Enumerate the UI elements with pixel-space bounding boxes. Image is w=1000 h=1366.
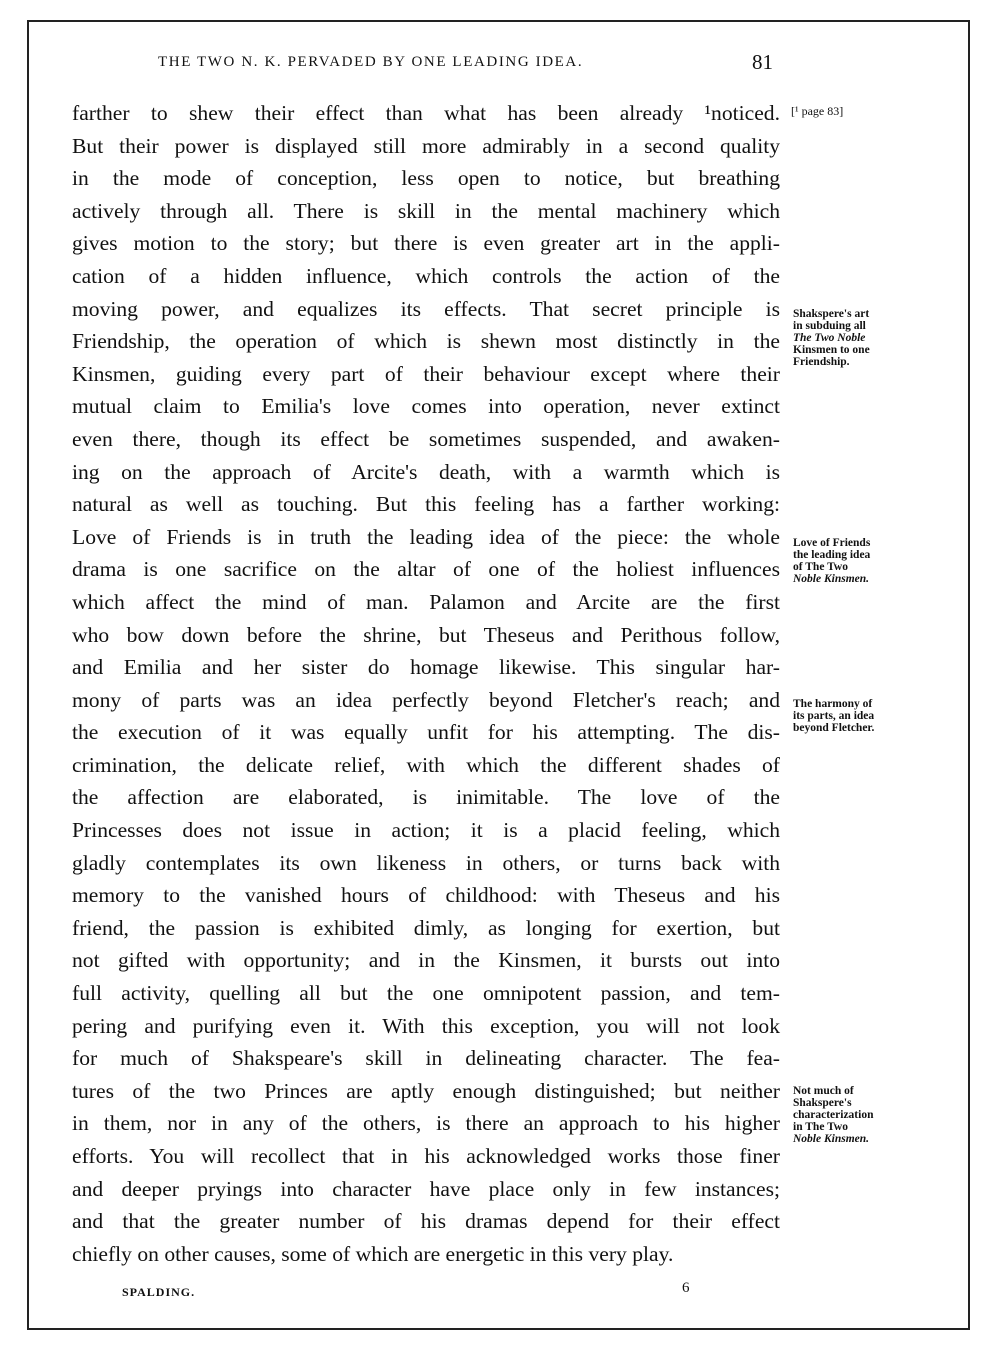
margin-note-line: Shakspere's art (793, 308, 870, 320)
margin-note-line: of The Two (793, 561, 848, 573)
margin-note-line: Not much of (793, 1085, 854, 1097)
body-line: Princesses does not issue in action; it is a placid feeling, which (72, 818, 780, 843)
margin-note-line: characterization (793, 1109, 874, 1121)
margin-note-characterization (793, 1085, 873, 1145)
body-line: actively through all. There is skill in the mental machinery which (72, 198, 780, 223)
body-line: who bow down before the shrine, but Theseus and Perithous follow, (72, 622, 780, 647)
body-line: Friendship, the operation of which is shewn most distinctly in the (72, 329, 780, 354)
body-line: Kinsmen, guiding every part of their behaviour except where their (72, 361, 780, 386)
body-line: friend, the passion is exhibited dimly, as longing for exertion, but (72, 915, 780, 940)
body-line: gives motion to the story; but there is even greater art in the appli- (72, 231, 780, 256)
body-line: for much of Shakspeare's skill in delineating character. The fea- (72, 1046, 780, 1071)
body-line: But their power is displayed still more admirably in a second quality (72, 133, 780, 158)
body-line: pering and purifying even it. With this exception, you will not look (72, 1013, 780, 1038)
body-line: which affect the mind of man. Palamon and Arcite are the first (72, 589, 780, 614)
margin-note-line: the leading idea (793, 549, 871, 561)
margin-note-line: in The Two (793, 1121, 848, 1133)
body-line: moving power, and equalizes its effects. That secret principle is (72, 296, 780, 321)
running-header (0, 50, 1000, 76)
margin-note-line: in subduing all (793, 320, 866, 332)
page-number: 81 (752, 50, 773, 74)
margin-note-friendship (793, 308, 870, 368)
body-line: cation of a hidden influence, which controls the action of the (72, 263, 780, 288)
footer-author: SPALDING. (122, 1285, 196, 1299)
body-line: efforts. You will recollect that in his acknowledged works those finer (72, 1144, 780, 1168)
margin-note-line: its parts, an idea (793, 710, 875, 722)
body-text (72, 97, 780, 1270)
body-line: natural as well as touching. But this feeling has a farther working: (72, 492, 780, 517)
margin-note-line: Noble Kinsmen. (793, 573, 870, 585)
body-line: and deeper pryings into character have place only in few instances; (72, 1176, 780, 1201)
margin-note-love-of-friends (793, 537, 870, 585)
margin-note-line: The Two Noble (793, 332, 866, 344)
margin-note-line: Noble Kinsmen. (793, 1133, 870, 1145)
body-line: tures of the two Princes are aptly enough distinguished; but neither (72, 1078, 780, 1103)
margin-note-line: Kinsmen to one (793, 344, 870, 356)
margin-note-line: Shakspere's (793, 1097, 852, 1109)
margin-note-line: Friendship. (793, 356, 850, 368)
body-line: and Emilia and her sister do homage likewise. This singular har- (72, 655, 780, 680)
body-line: ing on the approach of Arcite's death, with a warmth which is (72, 459, 780, 484)
signature-mark: 6 (682, 1280, 690, 1296)
body-line: in them, nor in any of the others, is there an approach to his higher (72, 1111, 780, 1136)
margin-note-harmony (793, 698, 874, 734)
margin-note-line: The harmony of (793, 698, 873, 710)
running-title: THE TWO N. K. PERVADED BY ONE LEADING IDEA. (158, 54, 584, 70)
body-line: memory to the vanished hours of childhood: with Theseus and his (72, 883, 780, 908)
body-line: and that the greater number of his dramas depend for their effect (72, 1209, 780, 1234)
body-line: full activity, quelling all but the one omnipotent passion, and tem- (72, 981, 780, 1006)
body-line: farther to shew their effect than what has been already ¹noticed. (72, 101, 780, 125)
body-line: the affection are elaborated, is inimitable. The love of the (72, 785, 780, 810)
body-line: drama is one sacrifice on the altar of one of the holiest influences (72, 557, 780, 582)
page-reference-note: [¹ page 83] (791, 104, 844, 118)
body-line: chiefly on other causes, some of which are energetic in this very play. (72, 1241, 674, 1266)
body-line: not gifted with opportunity; and in the Kinsmen, it bursts out into (72, 948, 780, 973)
body-line: even there, though its effect be sometimes suspended, and awaken- (72, 426, 780, 451)
margin-note-line: Love of Friends (793, 537, 871, 549)
body-line: Love of Friends is in truth the leading idea of the piece: the whole (72, 524, 780, 549)
body-line: crimination, the delicate relief, with which the different shades of (72, 752, 780, 777)
body-line: gladly contemplates its own likeness in others, or turns back with (72, 850, 780, 875)
body-line: mutual claim to Emilia's love comes into operation, never extinct (72, 394, 780, 419)
body-line: mony of parts was an idea perfectly beyond Fletcher's reach; and (72, 687, 780, 712)
margin-note-line: beyond Fletcher. (793, 722, 875, 734)
body-line: the execution of it was equally unfit for his attempting. The dis- (72, 720, 780, 745)
body-line: in the mode of conception, less open to notice, but breathing (72, 166, 780, 191)
